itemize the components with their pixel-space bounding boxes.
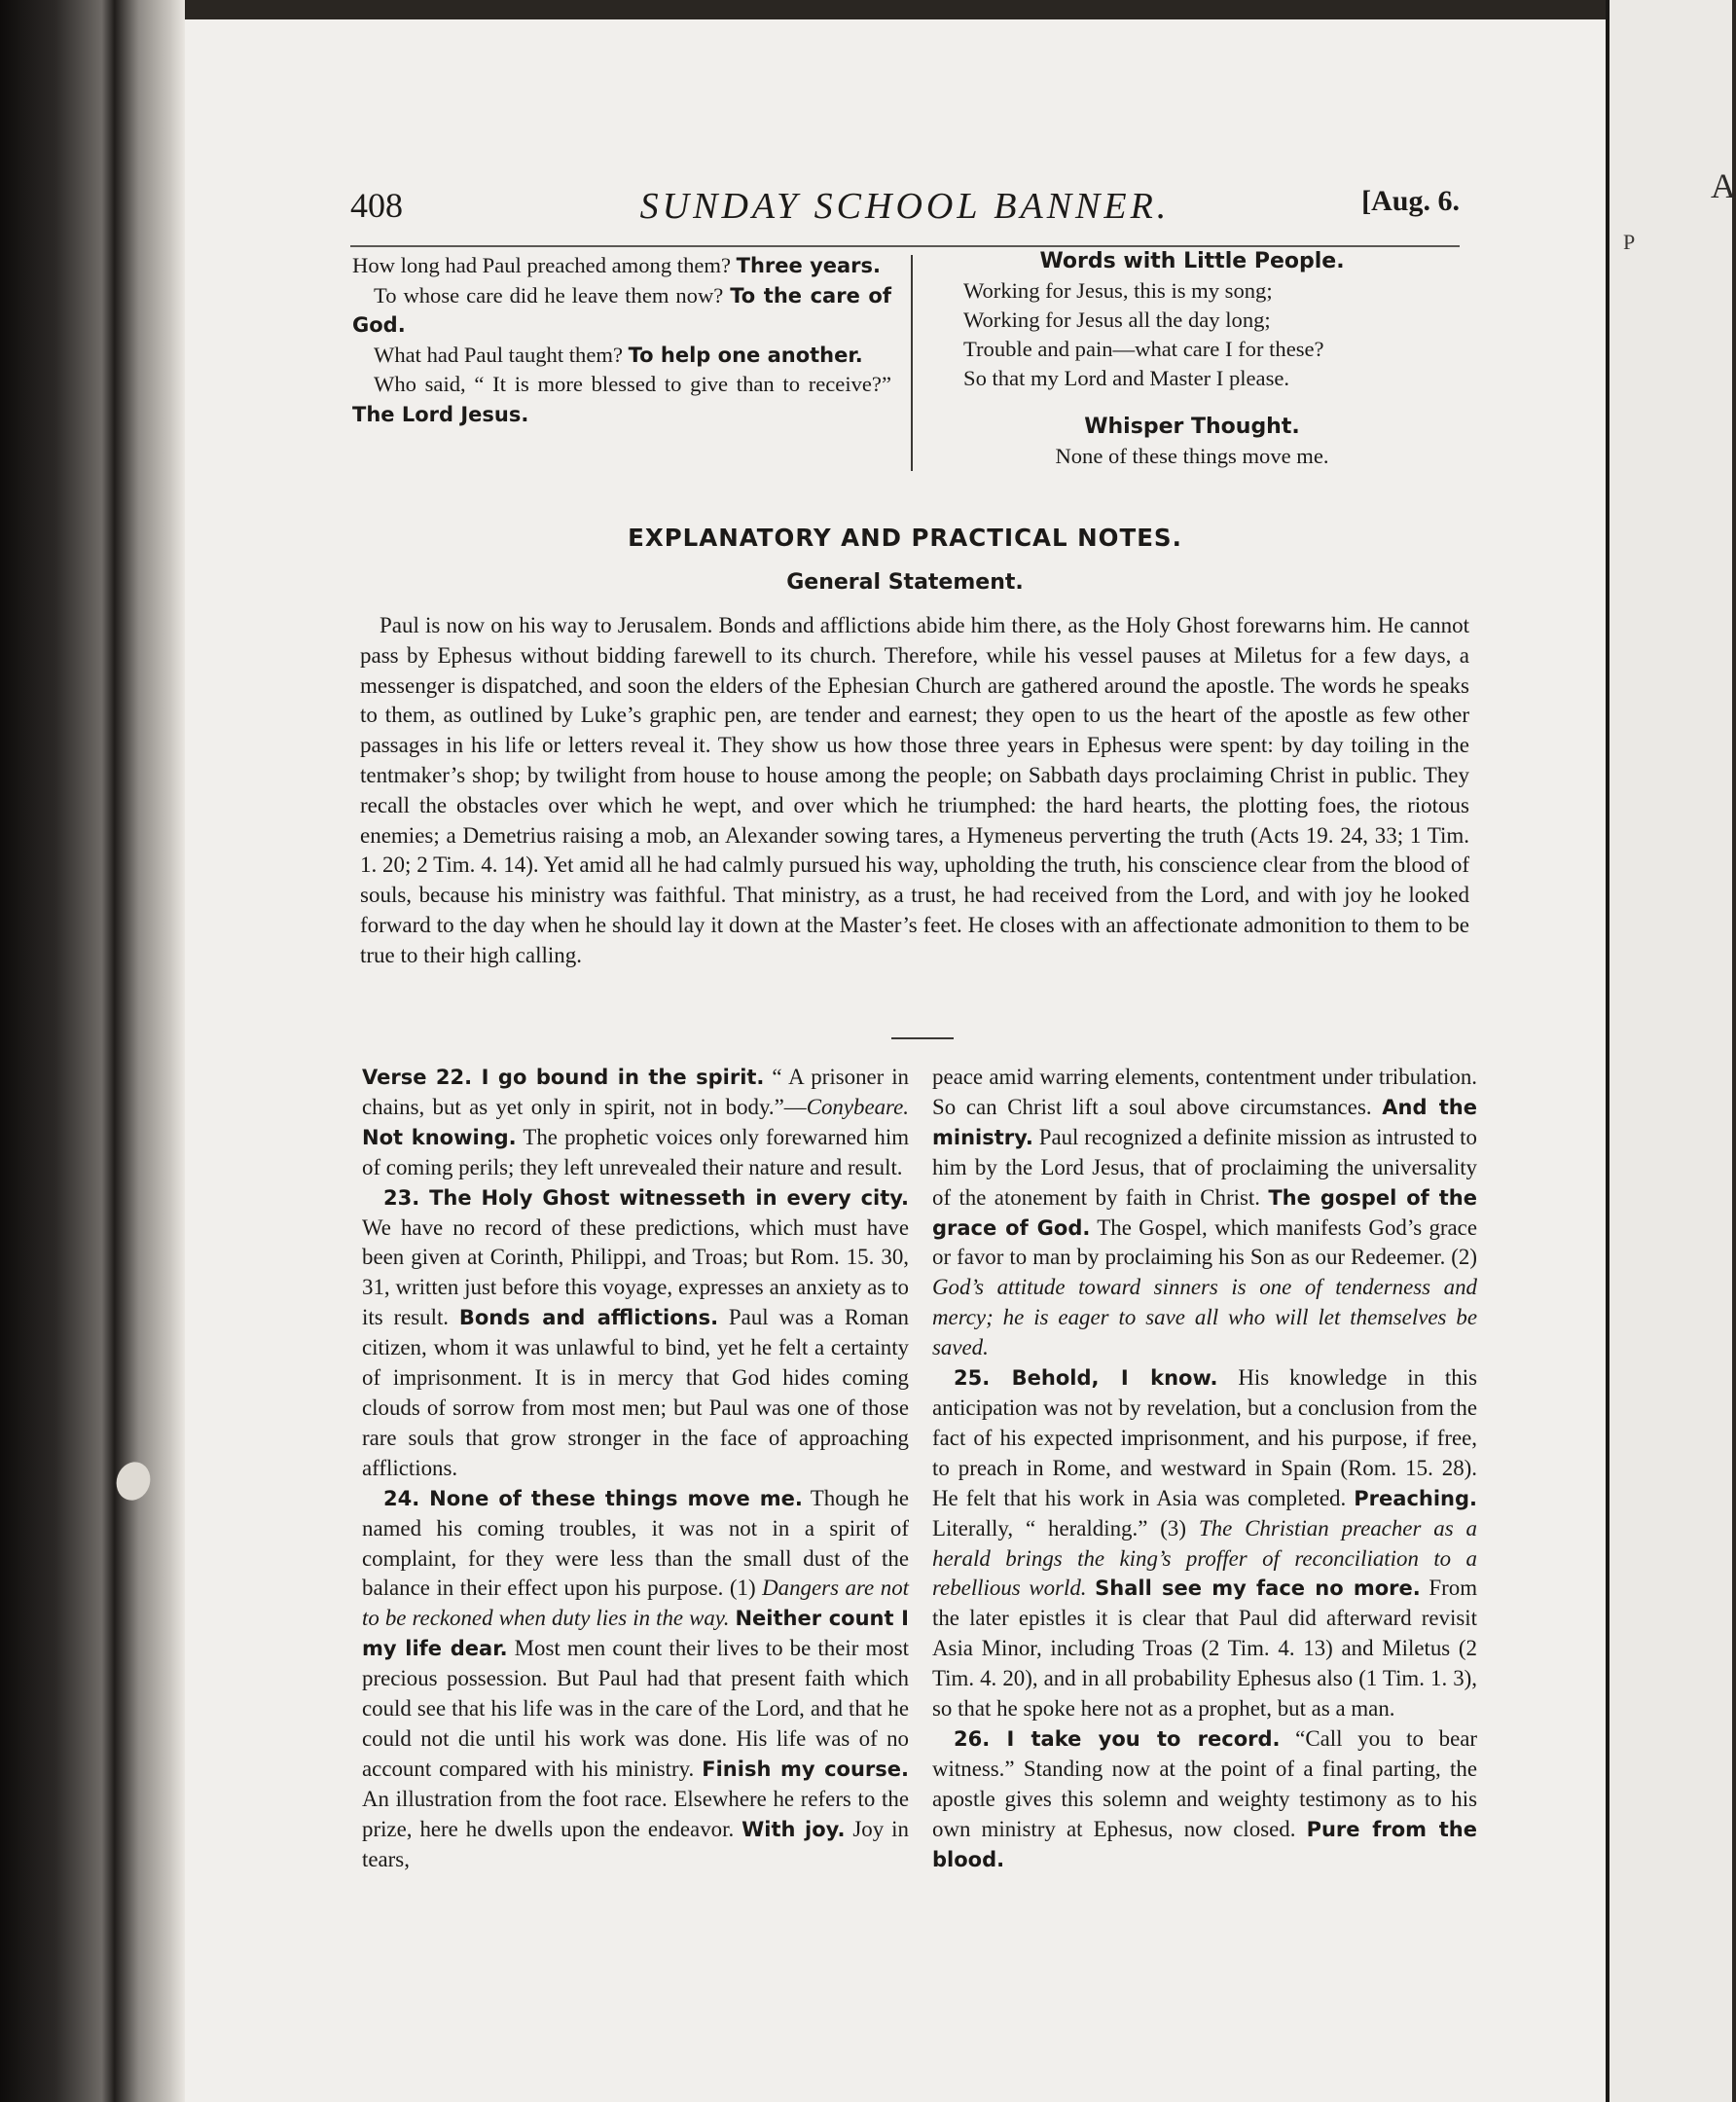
whisper-text: None of these things move me.: [1055, 444, 1329, 468]
verse-note: [932, 1063, 1477, 1363]
qa-question: What had Paul taught them?: [374, 342, 629, 367]
verse-lemma: 26. I take you to record.: [954, 1726, 1281, 1751]
note-text: An illustration from the foot race. Elsewhere he refers to the prize, here he dwells upon the endeavor.: [362, 1786, 909, 1841]
note-text: Literally, “ heralding.” (3): [932, 1515, 1199, 1540]
verse-note: [362, 1063, 909, 1183]
verse-lemma: 24. None of these things move me.: [383, 1486, 803, 1510]
verse-note: [932, 1724, 1477, 1875]
qa-answer: Three years.: [736, 254, 882, 277]
note-text: [1087, 1576, 1096, 1600]
qa-answer: The Lord Jesus.: [352, 402, 529, 426]
adjacent-page-edge: [1606, 0, 1732, 2102]
qa-question: How long had Paul preached among them?: [352, 253, 737, 277]
little-people-title: Words with Little People.: [1039, 249, 1345, 273]
verse-lemma: Verse 22. I go bound in the spirit.: [362, 1066, 765, 1089]
verse-lemma: Bonds and afflictions.: [458, 1306, 719, 1330]
verse-lemma: The gospel of the grace of God.: [932, 1185, 1478, 1240]
note-text: His knowledge in this anticipation was not by revelation, but a conclusion from the fact of his expected imprisonment, and his purpose, if free, to preach in Rome, and westward in Spain (Rom. 15. 28). He felt that his work in Asia was completed.: [932, 1365, 1477, 1510]
next-page-fragment: A: [1711, 166, 1736, 205]
verse-note: [362, 1484, 909, 1875]
poem-line: So that my Lord and Master I please.: [963, 366, 1290, 390]
note-text: Most men count their lives to be their most precious possession. But Paul had that present faith which could see that his life was in the care of the Lord, and that he could not die until his work was done. His life was of no account compared with his ministry.: [362, 1636, 909, 1781]
note-text: From the later epistles it is clear that Paul did afterward revisit Asia Minor, including Troas (2 Tim. 4. 13) and Miletus (2 Tim. 4. 20), and in all probability Ephesus also (1 Tim. 1. 3), so that he spoke here not as a prophet, but as a man.: [932, 1576, 1477, 1721]
column-divider: [911, 255, 913, 471]
verse-lemma: And the ministry.: [932, 1095, 1477, 1149]
verse-lemma: 23. The Holy Ghost witnesseth in every city.: [383, 1185, 909, 1210]
note-text: “Call you to bear witness.” Standing now at the point of a final parting, the apostle gives this solemn and weighty testimony as to his own ministry at Ephesus, now closed.: [932, 1725, 1478, 1841]
note-text: peace amid warring elements, contentment under tribulation. So can Christ lift a soul above circumstances.: [932, 1065, 1477, 1119]
verse-note: [932, 1363, 1477, 1724]
verse-note: [362, 1183, 909, 1484]
italic-text: God’s attitude toward sinners is one of tenderness and mercy; he is eager to save all who will let themselves be saved.: [932, 1275, 1477, 1360]
note-text: The prophetic voices only forewarned him of coming perils; they left unrevealed their nature and result.: [362, 1124, 909, 1179]
italic-text: The Christian preacher as a herald brings the king’s proffer of reconciliation to a rebellious world.: [932, 1515, 1477, 1601]
next-page-fragment: P: [1623, 230, 1636, 254]
notes-left-column: [362, 1063, 909, 1874]
issue-date: [Aug. 6.: [1361, 185, 1460, 217]
qa-question: Who said, “ It is more blessed to give than to receive?”: [374, 372, 891, 396]
qa-answer: To help one another.: [628, 343, 863, 367]
qa-answer: To the care of God.: [352, 283, 891, 337]
general-statement-heading: General Statement.: [786, 570, 1024, 595]
poem-line: Trouble and pain—what care I for these?: [963, 337, 1324, 361]
book-spine: [0, 0, 185, 2102]
qa-item: [352, 370, 891, 429]
qa-item: [352, 251, 891, 281]
notes-right-column: [932, 1063, 1477, 1874]
note-text: We have no record of these predictions, which must have been given at Corinth, Philippi, and Troas; but Rom. 15. 30, 31, written just before this voyage, expresses an anxiety as to its result.: [362, 1214, 909, 1330]
qa-item: [352, 281, 891, 341]
note-text: Joy in tears,: [362, 1816, 909, 1871]
little-people-box: [963, 247, 1421, 471]
general-statement: Paul is now on his way to Jerusalem. Bonds and afflictions abide him there, as the Holy Ghost forewarns him. He cannot pass by Ephesus without bidding farewell to its church. Therefore, while his vessel pauses at Miletus for a few days, a messenger is dispatched, and soon the elders of the Ephesian Church are gathered around the apostle. The words he speaks to them, as outlined by Luke’s graphic pen, are tender and earnest; they open to us the heart of the apostle as few other passages in his life or letters reveal it. They show us how those three years in Ephesus were spent: by day toiling in the tentmaker’s shop; by twilight from house to house among the people; on Sabbath days proclaiming Christ in public. They recall the obstacles over which he wept, and over which he triumphed: the hard hearts, the plotting foes, the riotous enemies; a Demetrius raising a mob, an Alexander sowing tares, a Hymeneus perverting the truth (Acts 19. 24, 33; 1 Tim. 1. 20; 2 Tim. 4. 14). Yet amid all he had calmly pursued his way, upholding the truth, his conscience clear from the blood of souls, because his ministry was faithful. That ministry, as a trust, he had received from the Lord, and with joy he looked forward to the day when he should lay it down at the Master’s feet. He closes with an affectionate admonition to them to be true to their high calling.: [360, 613, 1469, 967]
note-text: Paul recognized a definite mission as intrusted to him by the Lord Jesus, that of proclaiming the universality of the atonement by faith in Christ.: [932, 1124, 1477, 1210]
running-title: SUNDAY SCHOOL BANNER.: [639, 186, 1171, 227]
note-text: The Gospel, which manifests God’s grace or favor to man by proclaiming his Son as our Redeemer. (2): [932, 1214, 1477, 1270]
verse-lemma: Pure from the blood.: [932, 1817, 1477, 1871]
poem: [963, 276, 1421, 393]
verse-lemma: Shall see my face no more.: [1095, 1576, 1421, 1601]
verse-lemma: Neither count I my life dear.: [362, 1607, 909, 1661]
note-text: Paul was a Roman citizen, whom it was unlawful to bind, yet he felt a certainty of imprisonment. It is in mercy that God hides coming clouds of sorrow from most men; but Paul was one of those rare souls that grow stronger in the face of approaching afflictions.: [362, 1305, 909, 1480]
page-number: 408: [350, 186, 403, 225]
italic-text: Conybeare.: [806, 1094, 909, 1119]
verse-lemma: With joy.: [741, 1817, 846, 1841]
verse-lemma: 25. Behold, I know.: [954, 1366, 1218, 1391]
verse-lemma: Finish my course.: [702, 1757, 909, 1781]
note-text: “ A prisoner in chains, but as yet only in spirit, not in body.”—: [362, 1065, 910, 1119]
qa-item: [352, 341, 891, 371]
poem-line: Working for Jesus, this is my song;: [963, 278, 1273, 303]
italic-text: Dangers are not to be reckoned when duty lies in the way.: [362, 1576, 910, 1631]
verse-lemma: Not knowing.: [362, 1125, 517, 1149]
page-header: [350, 185, 1460, 234]
notes-heading: EXPLANATORY AND PRACTICAL NOTES.: [628, 524, 1182, 552]
question-answer-block: [352, 251, 891, 429]
qa-question: To whose care did he leave them now?: [374, 282, 731, 308]
section-rule: [891, 1037, 954, 1039]
note-text: Though he named his coming troubles, it was not in a spirit of complaint, for they were less than the small dust of the balance in their effect upon his purpose. (1): [362, 1485, 909, 1601]
whisper-title: Whisper Thought.: [1084, 415, 1300, 439]
poem-line: Working for Jesus all the day long;: [963, 308, 1271, 332]
verse-lemma: Preaching.: [1354, 1486, 1477, 1510]
